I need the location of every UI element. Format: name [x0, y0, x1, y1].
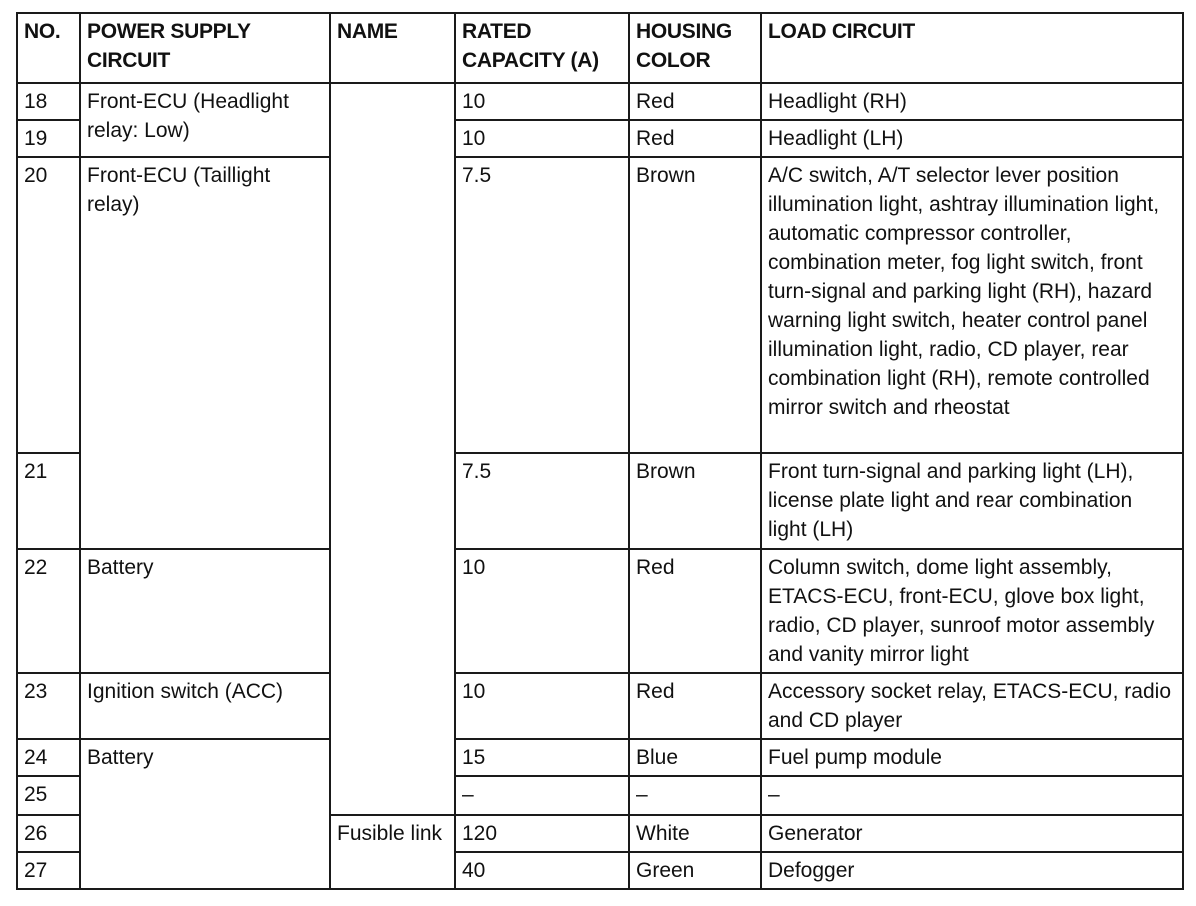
header-name: NAME: [330, 13, 455, 83]
table-row: [17, 549, 1183, 673]
rated-capacity-cell: 7.5: [455, 453, 629, 548]
power-supply-cell: Battery: [80, 739, 330, 889]
load-circuit-cell: –: [761, 776, 1183, 815]
fuse-number: 25: [17, 776, 80, 815]
load-circuit-cell: Accessory socket relay, ETACS-ECU, radio and CD player: [761, 673, 1183, 739]
rated-capacity-cell: 120: [455, 815, 629, 852]
load-circuit-cell: A/C switch, A/T selector lever position illumination light, ashtray illumination light, automatic compressor controller, combination meter, fog light switch, front turn-signal and parking light (RH), hazard warning light switch, heater control panel illumination light, radio, CD player, rear combination light (RH), remote controlled mirror switch and rheostat: [761, 157, 1183, 453]
table-row: [17, 673, 1183, 739]
name-cell: Fusible link: [330, 815, 455, 889]
fuse-number: 21: [17, 453, 80, 548]
fuse-number: 24: [17, 739, 80, 776]
load-circuit-cell: Headlight (RH): [761, 83, 1183, 120]
rated-capacity-cell: 10: [455, 120, 629, 157]
load-circuit-cell: Fuel pump module: [761, 739, 1183, 776]
load-circuit-cell: Headlight (LH): [761, 120, 1183, 157]
rated-capacity-cell: –: [455, 776, 629, 815]
housing-color-cell: –: [629, 776, 761, 815]
rated-capacity-cell: 10: [455, 83, 629, 120]
name-cell: [330, 83, 455, 815]
housing-color-cell: Red: [629, 673, 761, 739]
housing-color-cell: Red: [629, 83, 761, 120]
housing-color-cell: Red: [629, 549, 761, 673]
power-supply-cell: Front-ECU (Headlight relay: Low): [80, 83, 330, 157]
header-rated-capacity: RATED CAPACITY (A): [455, 13, 629, 83]
power-supply-cell: Battery: [80, 549, 330, 673]
fuse-number: 26: [17, 815, 80, 852]
header-load-circuit: LOAD CIRCUIT: [761, 13, 1183, 83]
fuse-number: 22: [17, 549, 80, 673]
header-power-supply-circuit: POWER SUPPLY CIRCUIT: [80, 13, 330, 83]
header-housing-color: HOUSING COLOR: [629, 13, 761, 83]
load-circuit-cell: Defogger: [761, 852, 1183, 889]
housing-color-cell: Red: [629, 120, 761, 157]
power-supply-cell: Ignition switch (ACC): [80, 673, 330, 739]
housing-color-cell: White: [629, 815, 761, 852]
rated-capacity-cell: 40: [455, 852, 629, 889]
rated-capacity-cell: 7.5: [455, 157, 629, 453]
table-row: [17, 83, 1183, 120]
power-supply-cell: Front-ECU (Taillight relay): [80, 157, 330, 548]
rated-capacity-cell: 10: [455, 549, 629, 673]
fuse-number: 27: [17, 852, 80, 889]
housing-color-cell: Brown: [629, 157, 761, 453]
rated-capacity-cell: 15: [455, 739, 629, 776]
header-no: NO.: [17, 13, 80, 83]
housing-color-cell: Green: [629, 852, 761, 889]
load-circuit-cell: Column switch, dome light assembly, ETACS-ECU, front-ECU, glove box light, radio, CD player, sunroof motor assembly and vanity mirror light: [761, 549, 1183, 673]
fuse-number: 23: [17, 673, 80, 739]
table-row: [17, 157, 1183, 453]
load-circuit-cell: Front turn-signal and parking light (LH), license plate light and rear combination light (LH): [761, 453, 1183, 548]
housing-color-cell: Brown: [629, 453, 761, 548]
fuse-table: [16, 12, 1184, 890]
fuse-number: 19: [17, 120, 80, 157]
housing-color-cell: Blue: [629, 739, 761, 776]
fuse-number: 18: [17, 83, 80, 120]
header-row: [17, 13, 1183, 83]
table-row: [17, 739, 1183, 776]
load-circuit-cell: Generator: [761, 815, 1183, 852]
rated-capacity-cell: 10: [455, 673, 629, 739]
fuse-number: 20: [17, 157, 80, 453]
